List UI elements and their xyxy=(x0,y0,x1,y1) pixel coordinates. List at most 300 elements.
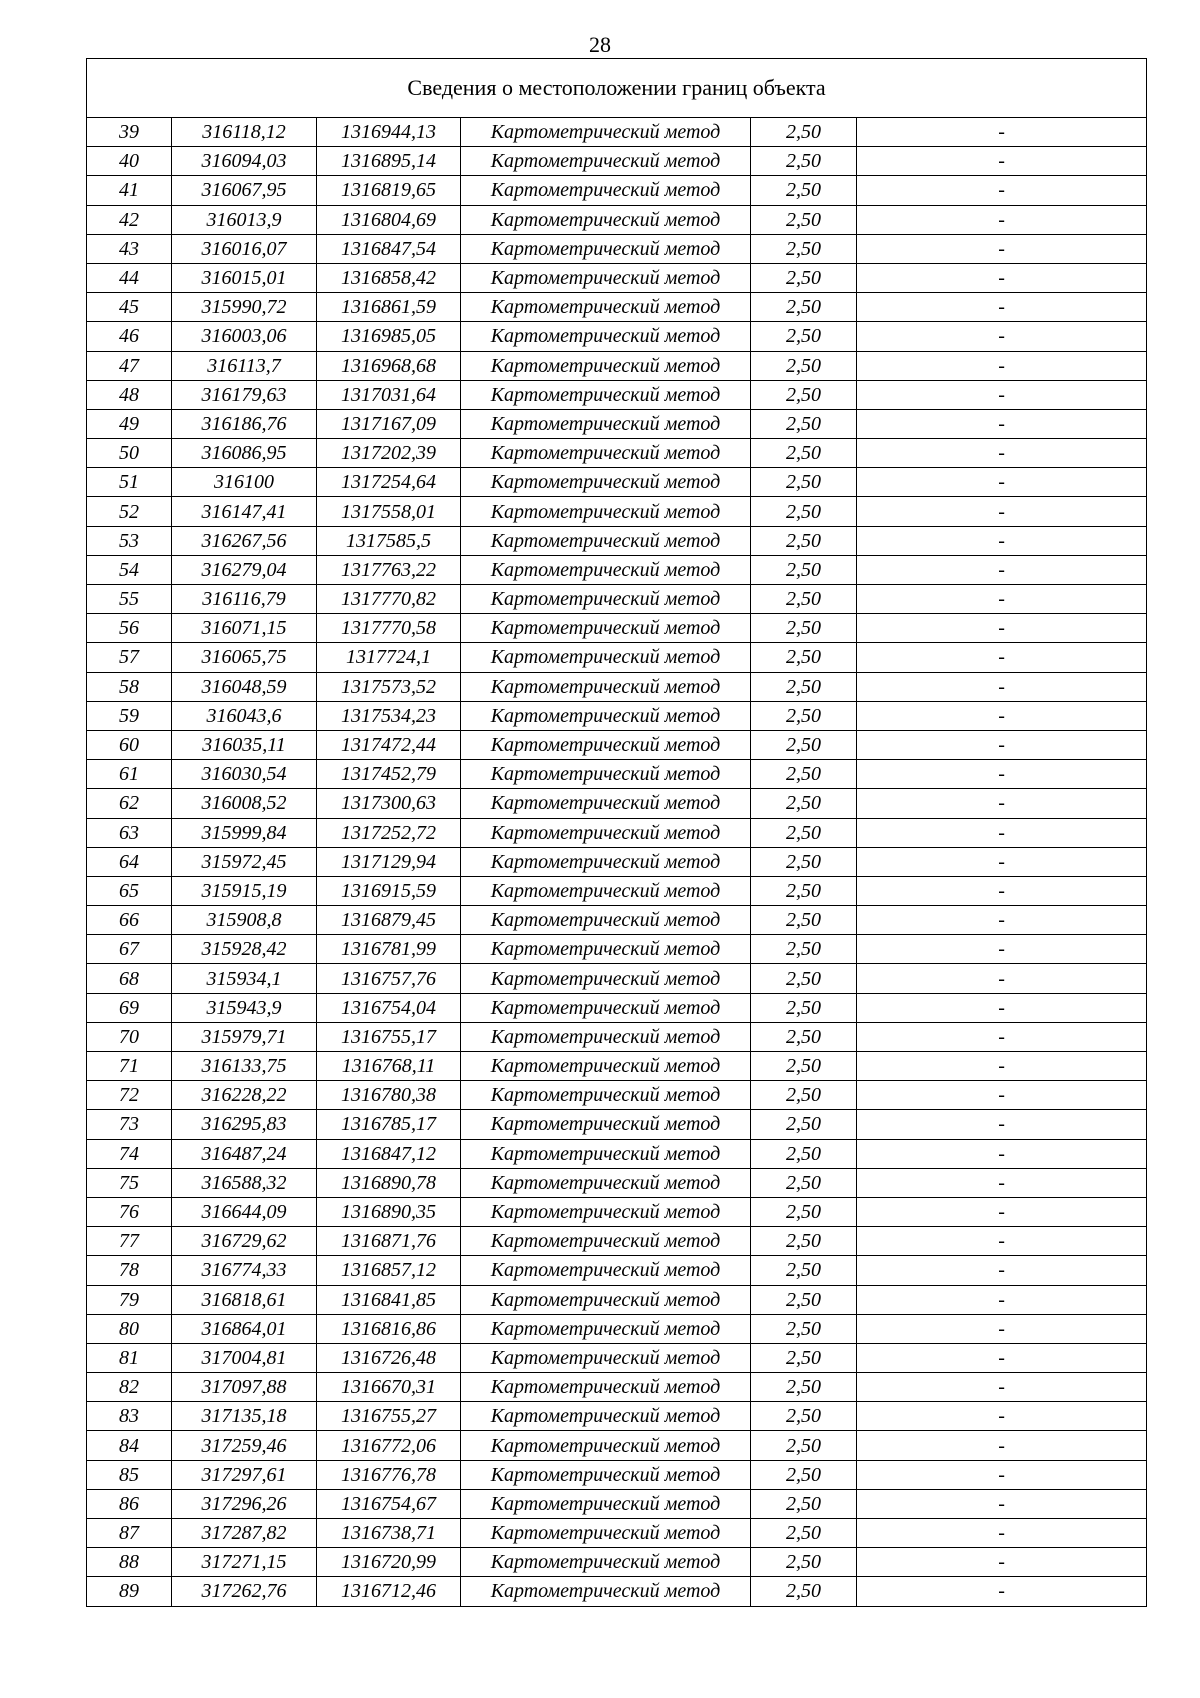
x-coordinate-cell: 316065,75 xyxy=(172,643,317,672)
y-coordinate-cell: 1316720,99 xyxy=(317,1548,461,1577)
table-row xyxy=(87,1402,1147,1431)
method-cell: Картометрический метод xyxy=(461,526,751,555)
table-row xyxy=(87,1373,1147,1402)
method-cell: Картометрический метод xyxy=(461,876,751,905)
method-cell: Картометрический метод xyxy=(461,993,751,1022)
method-cell: Картометрический метод xyxy=(461,964,751,993)
table-row xyxy=(87,760,1147,789)
x-coordinate-cell: 317135,18 xyxy=(172,1402,317,1431)
method-cell: Картометрический метод xyxy=(461,1081,751,1110)
method-cell: Картометрический метод xyxy=(461,118,751,147)
x-coordinate-cell: 317271,15 xyxy=(172,1548,317,1577)
description-cell: - xyxy=(857,176,1147,205)
method-cell: Картометрический метод xyxy=(461,1431,751,1460)
method-cell: Картометрический метод xyxy=(461,906,751,935)
y-coordinate-cell: 1316726,48 xyxy=(317,1343,461,1372)
accuracy-cell: 2,50 xyxy=(751,409,857,438)
accuracy-cell: 2,50 xyxy=(751,906,857,935)
description-cell: - xyxy=(857,614,1147,643)
x-coordinate-cell: 316043,6 xyxy=(172,701,317,730)
table-row xyxy=(87,497,1147,526)
method-cell: Картометрический метод xyxy=(461,176,751,205)
method-cell: Картометрический метод xyxy=(461,1168,751,1197)
method-cell: Картометрический метод xyxy=(461,409,751,438)
accuracy-cell: 2,50 xyxy=(751,1577,857,1606)
accuracy-cell: 2,50 xyxy=(751,1110,857,1139)
table-row xyxy=(87,1256,1147,1285)
description-cell: - xyxy=(857,1285,1147,1314)
point-number-cell: 53 xyxy=(87,526,172,555)
y-coordinate-cell: 1316968,68 xyxy=(317,351,461,380)
point-number-cell: 55 xyxy=(87,585,172,614)
method-cell: Картометрический метод xyxy=(461,847,751,876)
point-number-cell: 42 xyxy=(87,205,172,234)
accuracy-cell: 2,50 xyxy=(751,1227,857,1256)
point-number-cell: 45 xyxy=(87,293,172,322)
accuracy-cell: 2,50 xyxy=(751,351,857,380)
method-cell: Картометрический метод xyxy=(461,1548,751,1577)
boundary-coordinates-table xyxy=(86,58,1147,1607)
description-cell: - xyxy=(857,439,1147,468)
point-number-cell: 47 xyxy=(87,351,172,380)
accuracy-cell: 2,50 xyxy=(751,322,857,351)
x-coordinate-cell: 317259,46 xyxy=(172,1431,317,1460)
x-coordinate-cell: 316008,52 xyxy=(172,789,317,818)
description-cell: - xyxy=(857,1022,1147,1051)
point-number-cell: 79 xyxy=(87,1285,172,1314)
x-coordinate-cell: 316071,15 xyxy=(172,614,317,643)
method-cell: Картометрический метод xyxy=(461,1314,751,1343)
description-cell: - xyxy=(857,906,1147,935)
table-row xyxy=(87,847,1147,876)
x-coordinate-cell: 316774,33 xyxy=(172,1256,317,1285)
point-number-cell: 65 xyxy=(87,876,172,905)
description-cell: - xyxy=(857,1227,1147,1256)
accuracy-cell: 2,50 xyxy=(751,497,857,526)
y-coordinate-cell: 1316754,04 xyxy=(317,993,461,1022)
y-coordinate-cell: 1317724,1 xyxy=(317,643,461,672)
description-cell: - xyxy=(857,409,1147,438)
method-cell: Картометрический метод xyxy=(461,1052,751,1081)
point-number-cell: 59 xyxy=(87,701,172,730)
y-coordinate-cell: 1316890,78 xyxy=(317,1168,461,1197)
y-coordinate-cell: 1316858,42 xyxy=(317,263,461,292)
y-coordinate-cell: 1316879,45 xyxy=(317,906,461,935)
y-coordinate-cell: 1316895,14 xyxy=(317,147,461,176)
method-cell: Картометрический метод xyxy=(461,1373,751,1402)
description-cell: - xyxy=(857,1168,1147,1197)
table-row xyxy=(87,380,1147,409)
description-cell: - xyxy=(857,1489,1147,1518)
point-number-cell: 39 xyxy=(87,118,172,147)
y-coordinate-cell: 1316871,76 xyxy=(317,1227,461,1256)
method-cell: Картометрический метод xyxy=(461,614,751,643)
page-number: 28 xyxy=(589,32,611,57)
method-cell: Картометрический метод xyxy=(461,1256,751,1285)
table-row xyxy=(87,1489,1147,1518)
table-row xyxy=(87,526,1147,555)
table-row xyxy=(87,1110,1147,1139)
point-number-cell: 63 xyxy=(87,818,172,847)
method-cell: Картометрический метод xyxy=(461,147,751,176)
point-number-cell: 83 xyxy=(87,1402,172,1431)
point-number-cell: 81 xyxy=(87,1343,172,1372)
point-number-cell: 49 xyxy=(87,409,172,438)
point-number-cell: 44 xyxy=(87,263,172,292)
method-cell: Картометрический метод xyxy=(461,1343,751,1372)
description-cell: - xyxy=(857,555,1147,584)
method-cell: Картометрический метод xyxy=(461,497,751,526)
table-row xyxy=(87,1548,1147,1577)
y-coordinate-cell: 1317452,79 xyxy=(317,760,461,789)
table-row xyxy=(87,818,1147,847)
y-coordinate-cell: 1316738,71 xyxy=(317,1519,461,1548)
method-cell: Картометрический метод xyxy=(461,322,751,351)
point-number-cell: 87 xyxy=(87,1519,172,1548)
table-row xyxy=(87,906,1147,935)
x-coordinate-cell: 316013,9 xyxy=(172,205,317,234)
x-coordinate-cell: 316729,62 xyxy=(172,1227,317,1256)
method-cell: Картометрический метод xyxy=(461,439,751,468)
y-coordinate-cell: 1317254,64 xyxy=(317,468,461,497)
accuracy-cell: 2,50 xyxy=(751,614,857,643)
x-coordinate-cell: 317097,88 xyxy=(172,1373,317,1402)
y-coordinate-cell: 1316768,11 xyxy=(317,1052,461,1081)
x-coordinate-cell: 315908,8 xyxy=(172,906,317,935)
table-row xyxy=(87,1460,1147,1489)
y-coordinate-cell: 1316785,17 xyxy=(317,1110,461,1139)
x-coordinate-cell: 316588,32 xyxy=(172,1168,317,1197)
x-coordinate-cell: 316267,56 xyxy=(172,526,317,555)
description-cell: - xyxy=(857,701,1147,730)
x-coordinate-cell: 316487,24 xyxy=(172,1139,317,1168)
table-row xyxy=(87,205,1147,234)
point-number-cell: 58 xyxy=(87,672,172,701)
description-cell: - xyxy=(857,205,1147,234)
description-cell: - xyxy=(857,1431,1147,1460)
y-coordinate-cell: 1316712,46 xyxy=(317,1577,461,1606)
x-coordinate-cell: 315943,9 xyxy=(172,993,317,1022)
y-coordinate-cell: 1316755,17 xyxy=(317,1022,461,1051)
y-coordinate-cell: 1316776,78 xyxy=(317,1460,461,1489)
point-number-cell: 78 xyxy=(87,1256,172,1285)
point-number-cell: 57 xyxy=(87,643,172,672)
accuracy-cell: 2,50 xyxy=(751,993,857,1022)
x-coordinate-cell: 316228,22 xyxy=(172,1081,317,1110)
accuracy-cell: 2,50 xyxy=(751,876,857,905)
y-coordinate-cell: 1316757,76 xyxy=(317,964,461,993)
x-coordinate-cell: 316086,95 xyxy=(172,439,317,468)
accuracy-cell: 2,50 xyxy=(751,789,857,818)
method-cell: Картометрический метод xyxy=(461,701,751,730)
table-row xyxy=(87,1343,1147,1372)
description-cell: - xyxy=(857,1577,1147,1606)
accuracy-cell: 2,50 xyxy=(751,468,857,497)
method-cell: Картометрический метод xyxy=(461,555,751,584)
y-coordinate-cell: 1317770,82 xyxy=(317,585,461,614)
table-row xyxy=(87,1168,1147,1197)
accuracy-cell: 2,50 xyxy=(751,964,857,993)
x-coordinate-cell: 316100 xyxy=(172,468,317,497)
accuracy-cell: 2,50 xyxy=(751,1052,857,1081)
table-row xyxy=(87,789,1147,818)
accuracy-cell: 2,50 xyxy=(751,1431,857,1460)
description-cell: - xyxy=(857,322,1147,351)
description-cell: - xyxy=(857,147,1147,176)
accuracy-cell: 2,50 xyxy=(751,1519,857,1548)
y-coordinate-cell: 1316755,27 xyxy=(317,1402,461,1431)
table-row xyxy=(87,1577,1147,1606)
y-coordinate-cell: 1317770,58 xyxy=(317,614,461,643)
description-cell: - xyxy=(857,730,1147,759)
table-row xyxy=(87,409,1147,438)
method-cell: Картометрический метод xyxy=(461,1285,751,1314)
point-number-cell: 54 xyxy=(87,555,172,584)
x-coordinate-cell: 316003,06 xyxy=(172,322,317,351)
x-coordinate-cell: 316035,11 xyxy=(172,730,317,759)
method-cell: Картометрический метод xyxy=(461,643,751,672)
method-cell: Картометрический метод xyxy=(461,468,751,497)
accuracy-cell: 2,50 xyxy=(751,1197,857,1226)
table-row xyxy=(87,672,1147,701)
y-coordinate-cell: 1316781,99 xyxy=(317,935,461,964)
accuracy-cell: 2,50 xyxy=(751,1022,857,1051)
accuracy-cell: 2,50 xyxy=(751,585,857,614)
accuracy-cell: 2,50 xyxy=(751,526,857,555)
y-coordinate-cell: 1316890,35 xyxy=(317,1197,461,1226)
table-row xyxy=(87,585,1147,614)
method-cell: Картометрический метод xyxy=(461,1139,751,1168)
description-cell: - xyxy=(857,263,1147,292)
method-cell: Картометрический метод xyxy=(461,730,751,759)
point-number-cell: 48 xyxy=(87,380,172,409)
point-number-cell: 76 xyxy=(87,1197,172,1226)
x-coordinate-cell: 316116,79 xyxy=(172,585,317,614)
point-number-cell: 71 xyxy=(87,1052,172,1081)
x-coordinate-cell: 315915,19 xyxy=(172,876,317,905)
description-cell: - xyxy=(857,497,1147,526)
y-coordinate-cell: 1316754,67 xyxy=(317,1489,461,1518)
table-title-row xyxy=(87,59,1147,118)
point-number-cell: 61 xyxy=(87,760,172,789)
point-number-cell: 89 xyxy=(87,1577,172,1606)
accuracy-cell: 2,50 xyxy=(751,1285,857,1314)
point-number-cell: 72 xyxy=(87,1081,172,1110)
y-coordinate-cell: 1317763,22 xyxy=(317,555,461,584)
point-number-cell: 69 xyxy=(87,993,172,1022)
description-cell: - xyxy=(857,1460,1147,1489)
method-cell: Картометрический метод xyxy=(461,263,751,292)
description-cell: - xyxy=(857,1548,1147,1577)
x-coordinate-cell: 316067,95 xyxy=(172,176,317,205)
y-coordinate-cell: 1316861,59 xyxy=(317,293,461,322)
method-cell: Картометрический метод xyxy=(461,351,751,380)
description-cell: - xyxy=(857,234,1147,263)
accuracy-cell: 2,50 xyxy=(751,1256,857,1285)
description-cell: - xyxy=(857,1402,1147,1431)
table-row xyxy=(87,1052,1147,1081)
description-cell: - xyxy=(857,1314,1147,1343)
y-coordinate-cell: 1317129,94 xyxy=(317,847,461,876)
description-cell: - xyxy=(857,993,1147,1022)
x-coordinate-cell: 316186,76 xyxy=(172,409,317,438)
accuracy-cell: 2,50 xyxy=(751,847,857,876)
y-coordinate-cell: 1316772,06 xyxy=(317,1431,461,1460)
description-cell: - xyxy=(857,672,1147,701)
table-row xyxy=(87,1139,1147,1168)
accuracy-cell: 2,50 xyxy=(751,1548,857,1577)
description-cell: - xyxy=(857,526,1147,555)
accuracy-cell: 2,50 xyxy=(751,1139,857,1168)
x-coordinate-cell: 315990,72 xyxy=(172,293,317,322)
table-row xyxy=(87,1314,1147,1343)
description-cell: - xyxy=(857,585,1147,614)
method-cell: Картометрический метод xyxy=(461,585,751,614)
accuracy-cell: 2,50 xyxy=(751,380,857,409)
description-cell: - xyxy=(857,760,1147,789)
y-coordinate-cell: 1316847,54 xyxy=(317,234,461,263)
method-cell: Картометрический метод xyxy=(461,789,751,818)
method-cell: Картометрический метод xyxy=(461,234,751,263)
x-coordinate-cell: 316030,54 xyxy=(172,760,317,789)
accuracy-cell: 2,50 xyxy=(751,672,857,701)
point-number-cell: 51 xyxy=(87,468,172,497)
table-row xyxy=(87,730,1147,759)
table-row xyxy=(87,322,1147,351)
accuracy-cell: 2,50 xyxy=(751,118,857,147)
description-cell: - xyxy=(857,964,1147,993)
method-cell: Картометрический метод xyxy=(461,935,751,964)
method-cell: Картометрический метод xyxy=(461,1519,751,1548)
point-number-cell: 62 xyxy=(87,789,172,818)
x-coordinate-cell: 317262,76 xyxy=(172,1577,317,1606)
description-cell: - xyxy=(857,1081,1147,1110)
x-coordinate-cell: 316094,03 xyxy=(172,147,317,176)
point-number-cell: 82 xyxy=(87,1373,172,1402)
point-number-cell: 86 xyxy=(87,1489,172,1518)
accuracy-cell: 2,50 xyxy=(751,234,857,263)
accuracy-cell: 2,50 xyxy=(751,147,857,176)
description-cell: - xyxy=(857,293,1147,322)
table-row xyxy=(87,351,1147,380)
table-row xyxy=(87,468,1147,497)
table-row xyxy=(87,234,1147,263)
method-cell: Картометрический метод xyxy=(461,205,751,234)
x-coordinate-cell: 317297,61 xyxy=(172,1460,317,1489)
accuracy-cell: 2,50 xyxy=(751,1460,857,1489)
method-cell: Картометрический метод xyxy=(461,1577,751,1606)
x-coordinate-cell: 316864,01 xyxy=(172,1314,317,1343)
description-cell: - xyxy=(857,118,1147,147)
accuracy-cell: 2,50 xyxy=(751,760,857,789)
table-row xyxy=(87,935,1147,964)
method-cell: Картометрический метод xyxy=(461,672,751,701)
y-coordinate-cell: 1316670,31 xyxy=(317,1373,461,1402)
table-row xyxy=(87,1285,1147,1314)
table-row xyxy=(87,1081,1147,1110)
x-coordinate-cell: 316179,63 xyxy=(172,380,317,409)
y-coordinate-cell: 1317300,63 xyxy=(317,789,461,818)
y-coordinate-cell: 1317585,5 xyxy=(317,526,461,555)
x-coordinate-cell: 316118,12 xyxy=(172,118,317,147)
table-row xyxy=(87,1197,1147,1226)
description-cell: - xyxy=(857,1343,1147,1372)
method-cell: Картометрический метод xyxy=(461,1460,751,1489)
table-row xyxy=(87,555,1147,584)
point-number-cell: 77 xyxy=(87,1227,172,1256)
point-number-cell: 60 xyxy=(87,730,172,759)
x-coordinate-cell: 316133,75 xyxy=(172,1052,317,1081)
x-coordinate-cell: 315928,42 xyxy=(172,935,317,964)
accuracy-cell: 2,50 xyxy=(751,818,857,847)
x-coordinate-cell: 317004,81 xyxy=(172,1343,317,1372)
table-row xyxy=(87,701,1147,730)
y-coordinate-cell: 1316819,65 xyxy=(317,176,461,205)
point-number-cell: 66 xyxy=(87,906,172,935)
y-coordinate-cell: 1317031,64 xyxy=(317,380,461,409)
description-cell: - xyxy=(857,876,1147,905)
point-number-cell: 80 xyxy=(87,1314,172,1343)
description-cell: - xyxy=(857,1256,1147,1285)
accuracy-cell: 2,50 xyxy=(751,935,857,964)
description-cell: - xyxy=(857,935,1147,964)
y-coordinate-cell: 1317558,01 xyxy=(317,497,461,526)
description-cell: - xyxy=(857,1197,1147,1226)
y-coordinate-cell: 1316915,59 xyxy=(317,876,461,905)
point-number-cell: 52 xyxy=(87,497,172,526)
table-row xyxy=(87,964,1147,993)
accuracy-cell: 2,50 xyxy=(751,1343,857,1372)
y-coordinate-cell: 1316985,05 xyxy=(317,322,461,351)
point-number-cell: 64 xyxy=(87,847,172,876)
method-cell: Картометрический метод xyxy=(461,293,751,322)
point-number-cell: 68 xyxy=(87,964,172,993)
method-cell: Картометрический метод xyxy=(461,1489,751,1518)
description-cell: - xyxy=(857,1373,1147,1402)
x-coordinate-cell: 316147,41 xyxy=(172,497,317,526)
point-number-cell: 74 xyxy=(87,1139,172,1168)
x-coordinate-cell: 316295,83 xyxy=(172,1110,317,1139)
point-number-cell: 88 xyxy=(87,1548,172,1577)
point-number-cell: 43 xyxy=(87,234,172,263)
description-cell: - xyxy=(857,1519,1147,1548)
point-number-cell: 73 xyxy=(87,1110,172,1139)
method-cell: Картометрический метод xyxy=(461,1402,751,1431)
accuracy-cell: 2,50 xyxy=(751,730,857,759)
accuracy-cell: 2,50 xyxy=(751,263,857,292)
accuracy-cell: 2,50 xyxy=(751,1373,857,1402)
point-number-cell: 41 xyxy=(87,176,172,205)
y-coordinate-cell: 1317472,44 xyxy=(317,730,461,759)
accuracy-cell: 2,50 xyxy=(751,1081,857,1110)
table-row xyxy=(87,614,1147,643)
y-coordinate-cell: 1316944,13 xyxy=(317,118,461,147)
table-row xyxy=(87,993,1147,1022)
x-coordinate-cell: 316048,59 xyxy=(172,672,317,701)
description-cell: - xyxy=(857,818,1147,847)
accuracy-cell: 2,50 xyxy=(751,205,857,234)
table-row xyxy=(87,263,1147,292)
accuracy-cell: 2,50 xyxy=(751,643,857,672)
point-number-cell: 67 xyxy=(87,935,172,964)
method-cell: Картометрический метод xyxy=(461,1197,751,1226)
table-row xyxy=(87,176,1147,205)
accuracy-cell: 2,50 xyxy=(751,1402,857,1431)
description-cell: - xyxy=(857,789,1147,818)
y-coordinate-cell: 1316804,69 xyxy=(317,205,461,234)
description-cell: - xyxy=(857,380,1147,409)
table-row xyxy=(87,147,1147,176)
